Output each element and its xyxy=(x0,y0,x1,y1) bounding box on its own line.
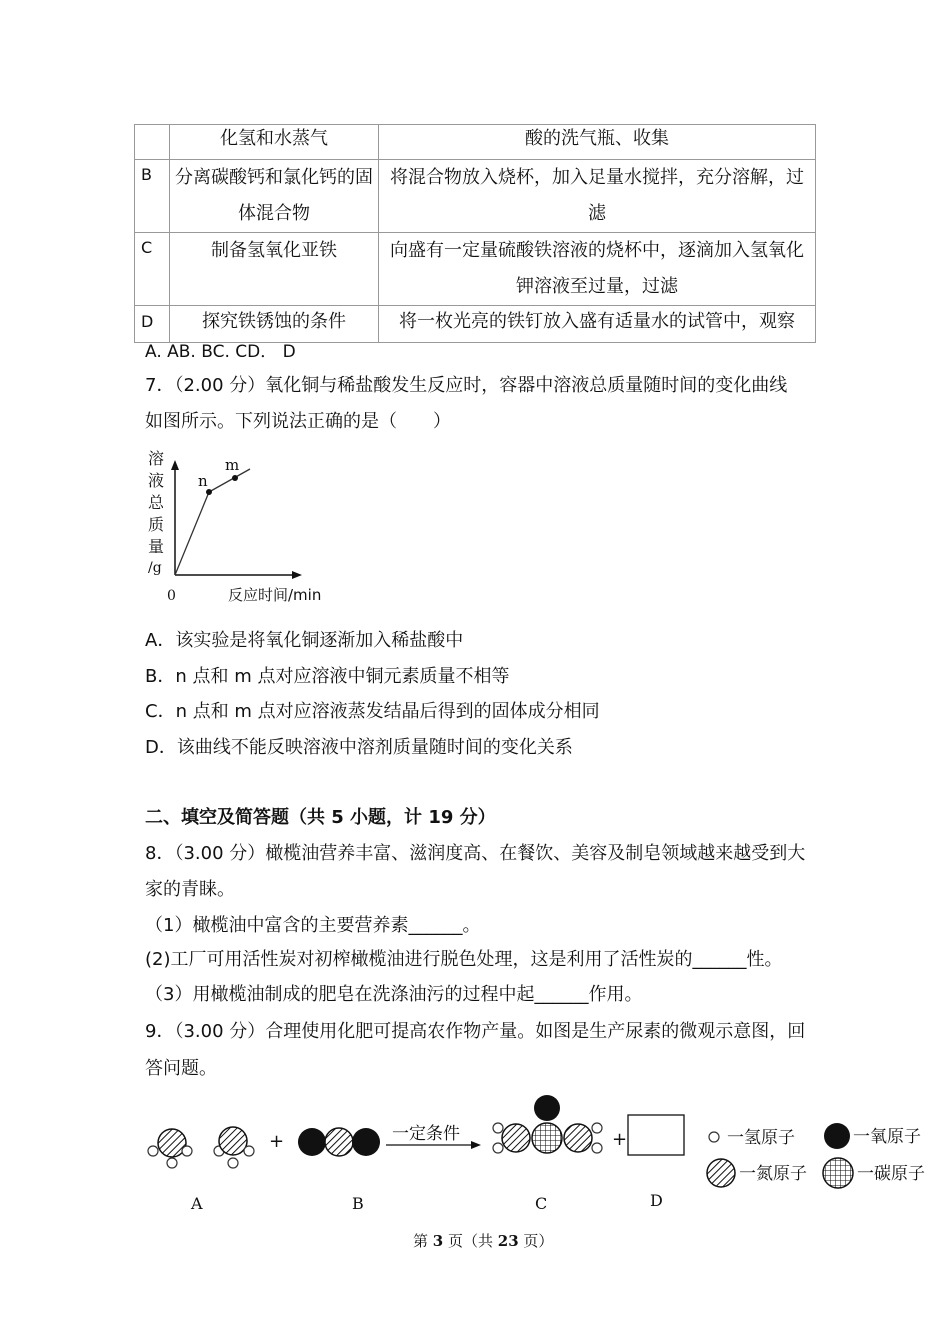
ammonia-molecule-a2 xyxy=(214,1127,254,1168)
reaction-condition: 一定条件 xyxy=(392,1124,460,1144)
q7-option-c: C．n 点和 m 点对应溶液蒸发结晶后得到的固体成分相同 xyxy=(145,701,600,722)
label-b: B xyxy=(352,1194,364,1213)
legend xyxy=(707,1123,925,1188)
footer-total-pages: 23 xyxy=(497,1232,519,1250)
label-a: A xyxy=(191,1194,203,1213)
product-d-box xyxy=(628,1115,684,1155)
carbon-dioxide-molecule xyxy=(298,1128,380,1156)
experiment-method: 酸的洗气瓶、收集 xyxy=(379,125,816,160)
q9-stem-line1: 9．（3.00 分）合理使用化肥可提高农作物产量。如图是生产尿素的微观示意图，回 xyxy=(145,1021,806,1042)
oxygen-atom-icon xyxy=(824,1123,850,1149)
experiment-table xyxy=(134,124,816,343)
experiment-purpose: 化氢和水蒸气 xyxy=(170,125,379,160)
footer-mid: 页（共 xyxy=(443,1232,498,1250)
urea-molecule xyxy=(493,1095,602,1153)
legend-carbon: 一碳原子 xyxy=(857,1164,925,1184)
plus-sign: + xyxy=(612,1129,628,1150)
point-n-label: n xyxy=(198,472,208,490)
q8-sub2: (2)工厂可用活性炭对初榨橄榄油进行脱色处理，这是利用了活性炭的______性。 xyxy=(145,949,783,970)
q7-stem-line2: 如图所示。下列说法正确的是（ ） xyxy=(145,411,451,432)
experiment-method: 向盛有一定量硫酸铁溶液的烧杯中，逐滴加入氢氧化钾溶液至过量，过滤 xyxy=(379,233,816,306)
row-label xyxy=(135,125,170,160)
footer-pre: 第 xyxy=(413,1232,433,1250)
y-unit: /g xyxy=(148,560,162,576)
label-c: C xyxy=(535,1194,548,1213)
label-d: D xyxy=(650,1191,663,1210)
legend-nitrogen: 一氮原子 xyxy=(739,1164,807,1184)
reaction-arrow-icon xyxy=(471,1141,481,1149)
origin-label: 0 xyxy=(167,588,176,604)
footer-page-number: 3 xyxy=(432,1232,444,1250)
q7-option-b: B．n 点和 m 点对应溶液中铜元素质量不相等 xyxy=(145,666,510,687)
curve-line xyxy=(175,469,250,575)
nitrogen-atom-icon xyxy=(707,1159,735,1187)
table-row xyxy=(135,160,816,233)
x-axis-arrow-icon xyxy=(292,571,302,579)
urea-production-diagram xyxy=(140,1090,940,1220)
experiment-purpose: 探究铁锈蚀的条件 xyxy=(170,306,379,343)
legend-hydrogen: 一氢原子 xyxy=(727,1128,795,1148)
legend-oxygen: 一氧原子 xyxy=(853,1127,921,1147)
experiment-method: 将混合物放入烧杯，加入足量水搅拌，充分溶解，过滤 xyxy=(379,160,816,233)
section-2-title: 二、填空及简答题（共 5 小题，计 19 分） xyxy=(145,807,496,828)
page-footer xyxy=(413,1230,553,1251)
plus-sign: + xyxy=(269,1131,285,1152)
mass-time-graph xyxy=(140,448,340,610)
row-label: C xyxy=(135,233,170,306)
y-label-char: 量 xyxy=(148,537,165,556)
y-axis-arrow-icon xyxy=(171,460,179,470)
q8-stem-line1: 8．（3.00 分）橄榄油营养丰富、滋润度高、在餐饮、美容及制皂领域越来越受到大 xyxy=(145,843,806,864)
row-label: B xyxy=(135,160,170,233)
hydrogen-atom-icon xyxy=(709,1132,719,1142)
row-label: D xyxy=(135,306,170,343)
experiment-purpose: 制备氢氧化亚铁 xyxy=(170,233,379,306)
q9-stem-line2: 答问题。 xyxy=(145,1058,217,1079)
table-row xyxy=(135,125,816,160)
footer-post: 页） xyxy=(518,1232,554,1250)
y-label-char: 液 xyxy=(148,471,165,490)
point-m xyxy=(232,475,238,481)
q7-option-d: D．该曲线不能反映溶液中溶剂质量随时间的变化关系 xyxy=(145,737,573,758)
ammonia-molecule-a xyxy=(148,1129,192,1168)
point-m-label: m xyxy=(225,456,240,474)
q7-stem-line1: 7．（2.00 分）氧化铜与稀盐酸发生反应时，容器中溶液总质量随时间的变化曲线 xyxy=(145,375,788,396)
y-label-char: 质 xyxy=(148,515,165,534)
q8-sub1: （1）橄榄油中富含的主要营养素______。 xyxy=(145,915,481,936)
q8-stem-line2: 家的青睐。 xyxy=(145,879,235,900)
y-label-char: 总 xyxy=(148,493,165,512)
q6-answer-options: A. AB. BC. CD． D xyxy=(145,342,296,362)
experiment-method: 将一枚光亮的铁钉放入盛有适量水的试管中，观察 xyxy=(379,306,816,343)
table-row xyxy=(135,233,816,306)
experiment-purpose: 分离碳酸钙和氯化钙的固体混合物 xyxy=(170,160,379,233)
table-row xyxy=(135,306,816,343)
y-label-char: 溶 xyxy=(148,449,165,468)
x-axis-label: 反应时间/min xyxy=(228,586,322,604)
q7-option-a: A．该实验是将氧化铜逐渐加入稀盐酸中 xyxy=(145,630,464,651)
carbon-atom-icon xyxy=(823,1158,853,1188)
q8-sub3: （3）用橄榄油制成的肥皂在洗涤油污的过程中起______作用。 xyxy=(145,984,643,1005)
